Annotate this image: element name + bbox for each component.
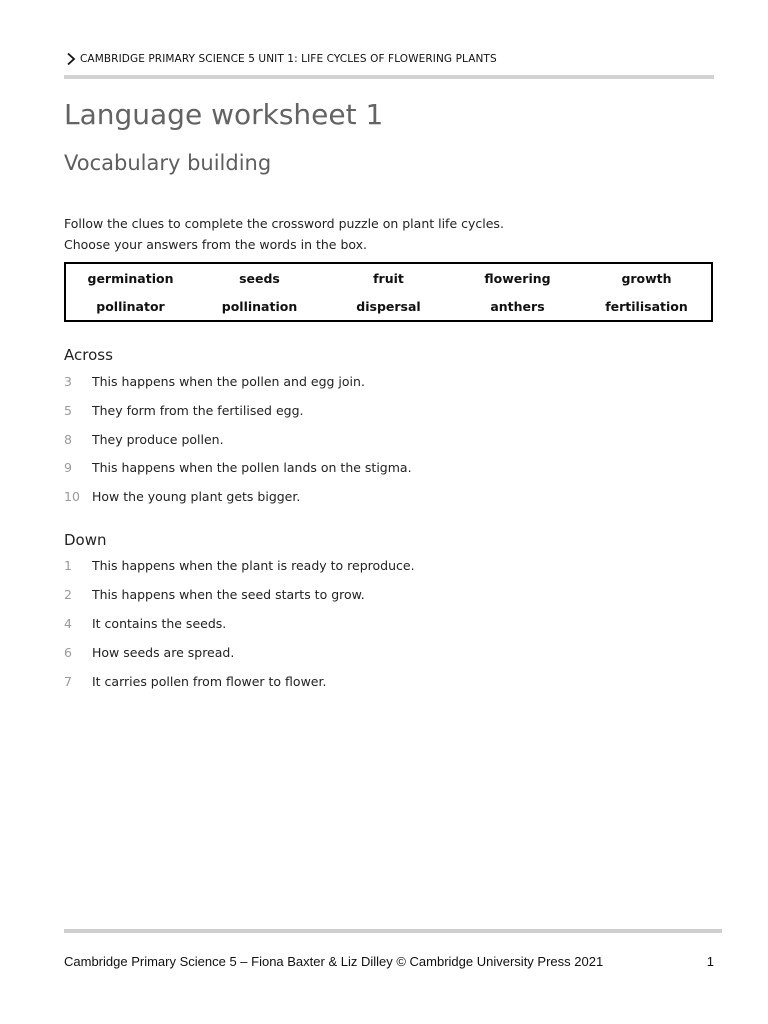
- across-clue: [64, 489, 684, 504]
- across-clue: [64, 403, 684, 418]
- clue-text: It contains the seeds.: [92, 616, 227, 631]
- word-box-word: fruit: [373, 270, 404, 286]
- word-box-word: dispersal: [356, 298, 421, 314]
- word-box-row: [66, 292, 711, 320]
- word-box-word: growth: [621, 270, 672, 286]
- clue-number: 9: [64, 460, 72, 475]
- clue-number: 6: [64, 645, 72, 660]
- clue-number: 1: [64, 558, 72, 573]
- word-box-row: [66, 264, 711, 292]
- clue-number: 2: [64, 587, 72, 602]
- word-box-word: germination: [87, 270, 174, 286]
- header-divider: [64, 75, 714, 79]
- header-text: CAMBRIDGE PRIMARY SCIENCE 5 UNIT 1: LIFE CYCLES OF FLOWERING PLANTS: [80, 53, 497, 65]
- clue-number: 4: [64, 616, 72, 631]
- across-heading: Across: [64, 346, 113, 364]
- down-clue: [64, 645, 684, 660]
- footer-divider: [64, 929, 722, 933]
- clue-text: They produce pollen.: [92, 432, 224, 447]
- clue-text: It carries pollen from flower to flower.: [92, 674, 327, 689]
- footer-credit: Cambridge Primary Science 5 – Fiona Baxter & Liz Dilley © Cambridge University Press 2021: [64, 954, 604, 969]
- down-clue: [64, 558, 684, 573]
- down-clue: [64, 674, 684, 689]
- clue-number: 10: [64, 489, 80, 504]
- word-box-word: seeds: [239, 270, 280, 286]
- chevron-right-icon: [64, 52, 78, 66]
- word-box-word: pollinator: [96, 298, 165, 314]
- running-header: [64, 52, 714, 66]
- instruction-line: Follow the clues to complete the crossword puzzle on plant life cycles.: [64, 216, 504, 231]
- word-box-word: fertilisation: [605, 298, 688, 314]
- footer: [64, 954, 714, 969]
- word-box-word: pollination: [221, 298, 298, 314]
- clue-text: This happens when the seed starts to grow.: [92, 587, 365, 602]
- clue-text: How seeds are spread.: [92, 645, 235, 660]
- clue-number: 3: [64, 374, 72, 389]
- across-clue: [64, 460, 684, 475]
- word-box: [64, 262, 713, 322]
- clue-text: They form from the fertilised egg.: [92, 403, 304, 418]
- across-clue: [64, 374, 684, 389]
- page-number: 1: [706, 954, 714, 969]
- instruction-line: Choose your answers from the words in the box.: [64, 237, 368, 252]
- clue-text: This happens when the plant is ready to reproduce.: [92, 558, 415, 573]
- clue-text: How the young plant gets bigger.: [92, 489, 301, 504]
- down-heading: Down: [64, 531, 107, 549]
- down-clue: [64, 616, 684, 631]
- word-box-word: anthers: [490, 298, 545, 314]
- page-subtitle: Vocabulary building: [64, 151, 272, 175]
- word-box-word: flowering: [484, 270, 551, 286]
- clue-number: 7: [64, 674, 72, 689]
- down-clue: [64, 587, 684, 602]
- page-title: Language worksheet 1: [64, 98, 384, 131]
- clue-text: This happens when the pollen and egg join.: [92, 374, 365, 389]
- clue-number: 8: [64, 432, 72, 447]
- word-box-table: [66, 264, 711, 320]
- clue-number: 5: [64, 403, 72, 418]
- across-clue: [64, 432, 684, 447]
- clue-text: This happens when the pollen lands on the stigma.: [92, 460, 412, 475]
